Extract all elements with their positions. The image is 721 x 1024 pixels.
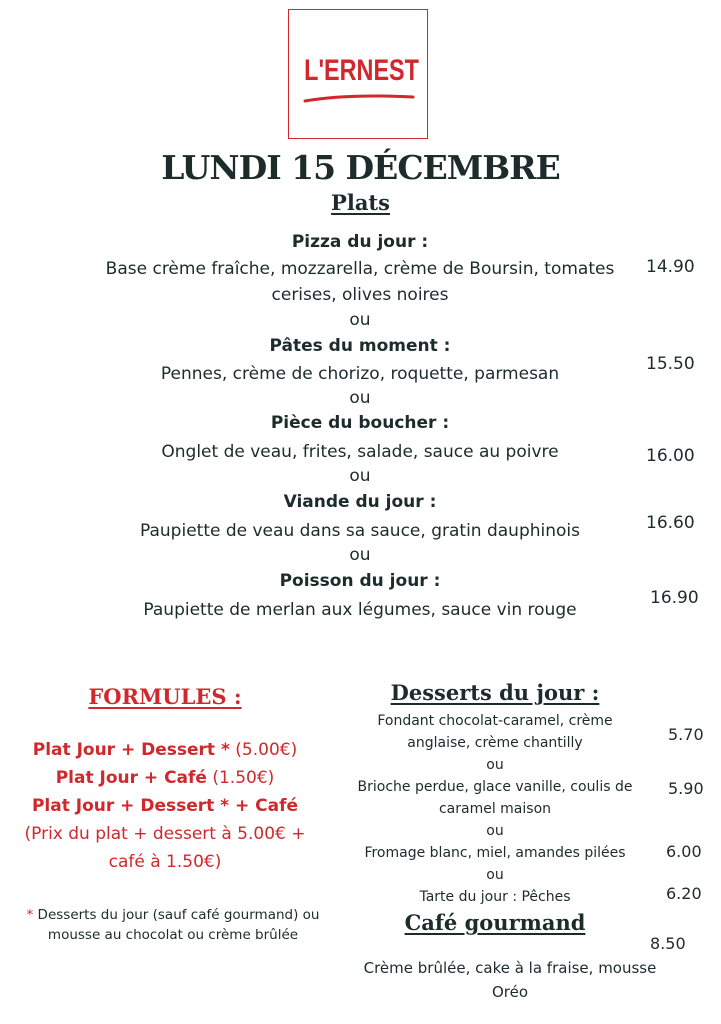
dish-price: 14.90 bbox=[646, 257, 695, 277]
dessert-price: 6.20 bbox=[666, 884, 702, 903]
dish-price: 15.50 bbox=[646, 354, 695, 374]
separator: ou bbox=[486, 867, 504, 883]
dish-title: Viande du jour : bbox=[283, 492, 437, 512]
dish-price: 16.90 bbox=[650, 588, 699, 608]
dish-price: 16.60 bbox=[646, 513, 695, 533]
separator: ou bbox=[349, 388, 371, 408]
formule-bold: Plat Jour + Dessert * + Café bbox=[31, 796, 299, 816]
dish-description: Base crème fraîche, mozzarella, crème de Boursin, tomates cerises, olives noires bbox=[105, 259, 615, 305]
page-title: LUNDI 15 DÉCEMBRE bbox=[161, 148, 560, 187]
dish-price: 16.00 bbox=[646, 446, 695, 466]
formule-line bbox=[0, 768, 330, 788]
formule-price: (5.00€) bbox=[229, 740, 298, 760]
dish-description: Pennes, crème de chorizo, roquette, parmesan bbox=[160, 364, 560, 384]
footnote-text: Desserts du jour (sauf café gourmand) ou bbox=[33, 907, 320, 923]
dessert-description: Brioche perdue, glace vanille, coulis de bbox=[357, 779, 633, 795]
separator: ou bbox=[349, 310, 371, 330]
cafe-desc-line: Crème brûlée, cake à la fraise, mousse bbox=[363, 959, 657, 977]
cafe-gourmand-heading: Café gourmand bbox=[404, 910, 586, 935]
dessert-price: 6.00 bbox=[666, 842, 702, 861]
logo-swoosh-icon bbox=[303, 92, 415, 106]
separator: ou bbox=[486, 757, 504, 773]
formule-price: (1.50€) bbox=[206, 768, 275, 788]
formule-line bbox=[0, 796, 330, 816]
dish-description: Paupiette de merlan aux légumes, sauce vin rouge bbox=[143, 600, 577, 620]
separator: ou bbox=[349, 545, 371, 565]
dish-title: Pâtes du moment : bbox=[269, 336, 451, 356]
footnote-text: mousse au chocolat ou crème brûlée bbox=[47, 927, 299, 943]
logo-text: L'ERNEST bbox=[304, 54, 419, 87]
dish-title: Poisson du jour : bbox=[279, 571, 441, 591]
formule-note: (Prix du plat + dessert à 5.00€ + bbox=[24, 824, 306, 844]
separator: ou bbox=[486, 823, 504, 839]
formules-heading: FORMULES : bbox=[88, 684, 242, 709]
dessert-description: Fromage blanc, miel, amandes pilées bbox=[364, 845, 626, 861]
dessert-description: Tarte du jour : Pêches bbox=[419, 889, 571, 905]
dish-description: Paupiette de veau dans sa sauce, gratin dauphinois bbox=[140, 521, 580, 541]
dessert-description: Fondant chocolat-caramel, crème bbox=[377, 713, 613, 729]
dessert-description: caramel maison bbox=[438, 801, 552, 817]
cafe-gourmand-description bbox=[320, 956, 700, 1004]
formule-bold: Plat Jour + Café bbox=[55, 768, 207, 788]
logo bbox=[288, 9, 428, 139]
separator: ou bbox=[349, 466, 371, 486]
dish-description: Onglet de veau, frites, salade, sauce au poivre bbox=[161, 442, 559, 462]
footnote bbox=[8, 905, 338, 945]
dish-title: Pizza du jour : bbox=[291, 232, 429, 252]
formule-bold: Plat Jour + Dessert * bbox=[32, 740, 230, 760]
dessert-price: 5.70 bbox=[668, 725, 704, 744]
footnote-star: * bbox=[26, 907, 34, 923]
desserts-heading: Desserts du jour : bbox=[390, 680, 600, 705]
formule-line bbox=[0, 740, 330, 760]
dessert-price: 5.90 bbox=[668, 779, 704, 798]
cafe-desc-line: Oréo bbox=[491, 983, 529, 1001]
cafe-gourmand-price: 8.50 bbox=[650, 934, 686, 953]
dessert-description: anglaise, crème chantilly bbox=[407, 735, 583, 751]
plats-heading: Plats bbox=[331, 190, 390, 215]
dish-title: Pièce du boucher : bbox=[270, 413, 450, 433]
formule-note: café à 1.50€) bbox=[108, 852, 222, 872]
